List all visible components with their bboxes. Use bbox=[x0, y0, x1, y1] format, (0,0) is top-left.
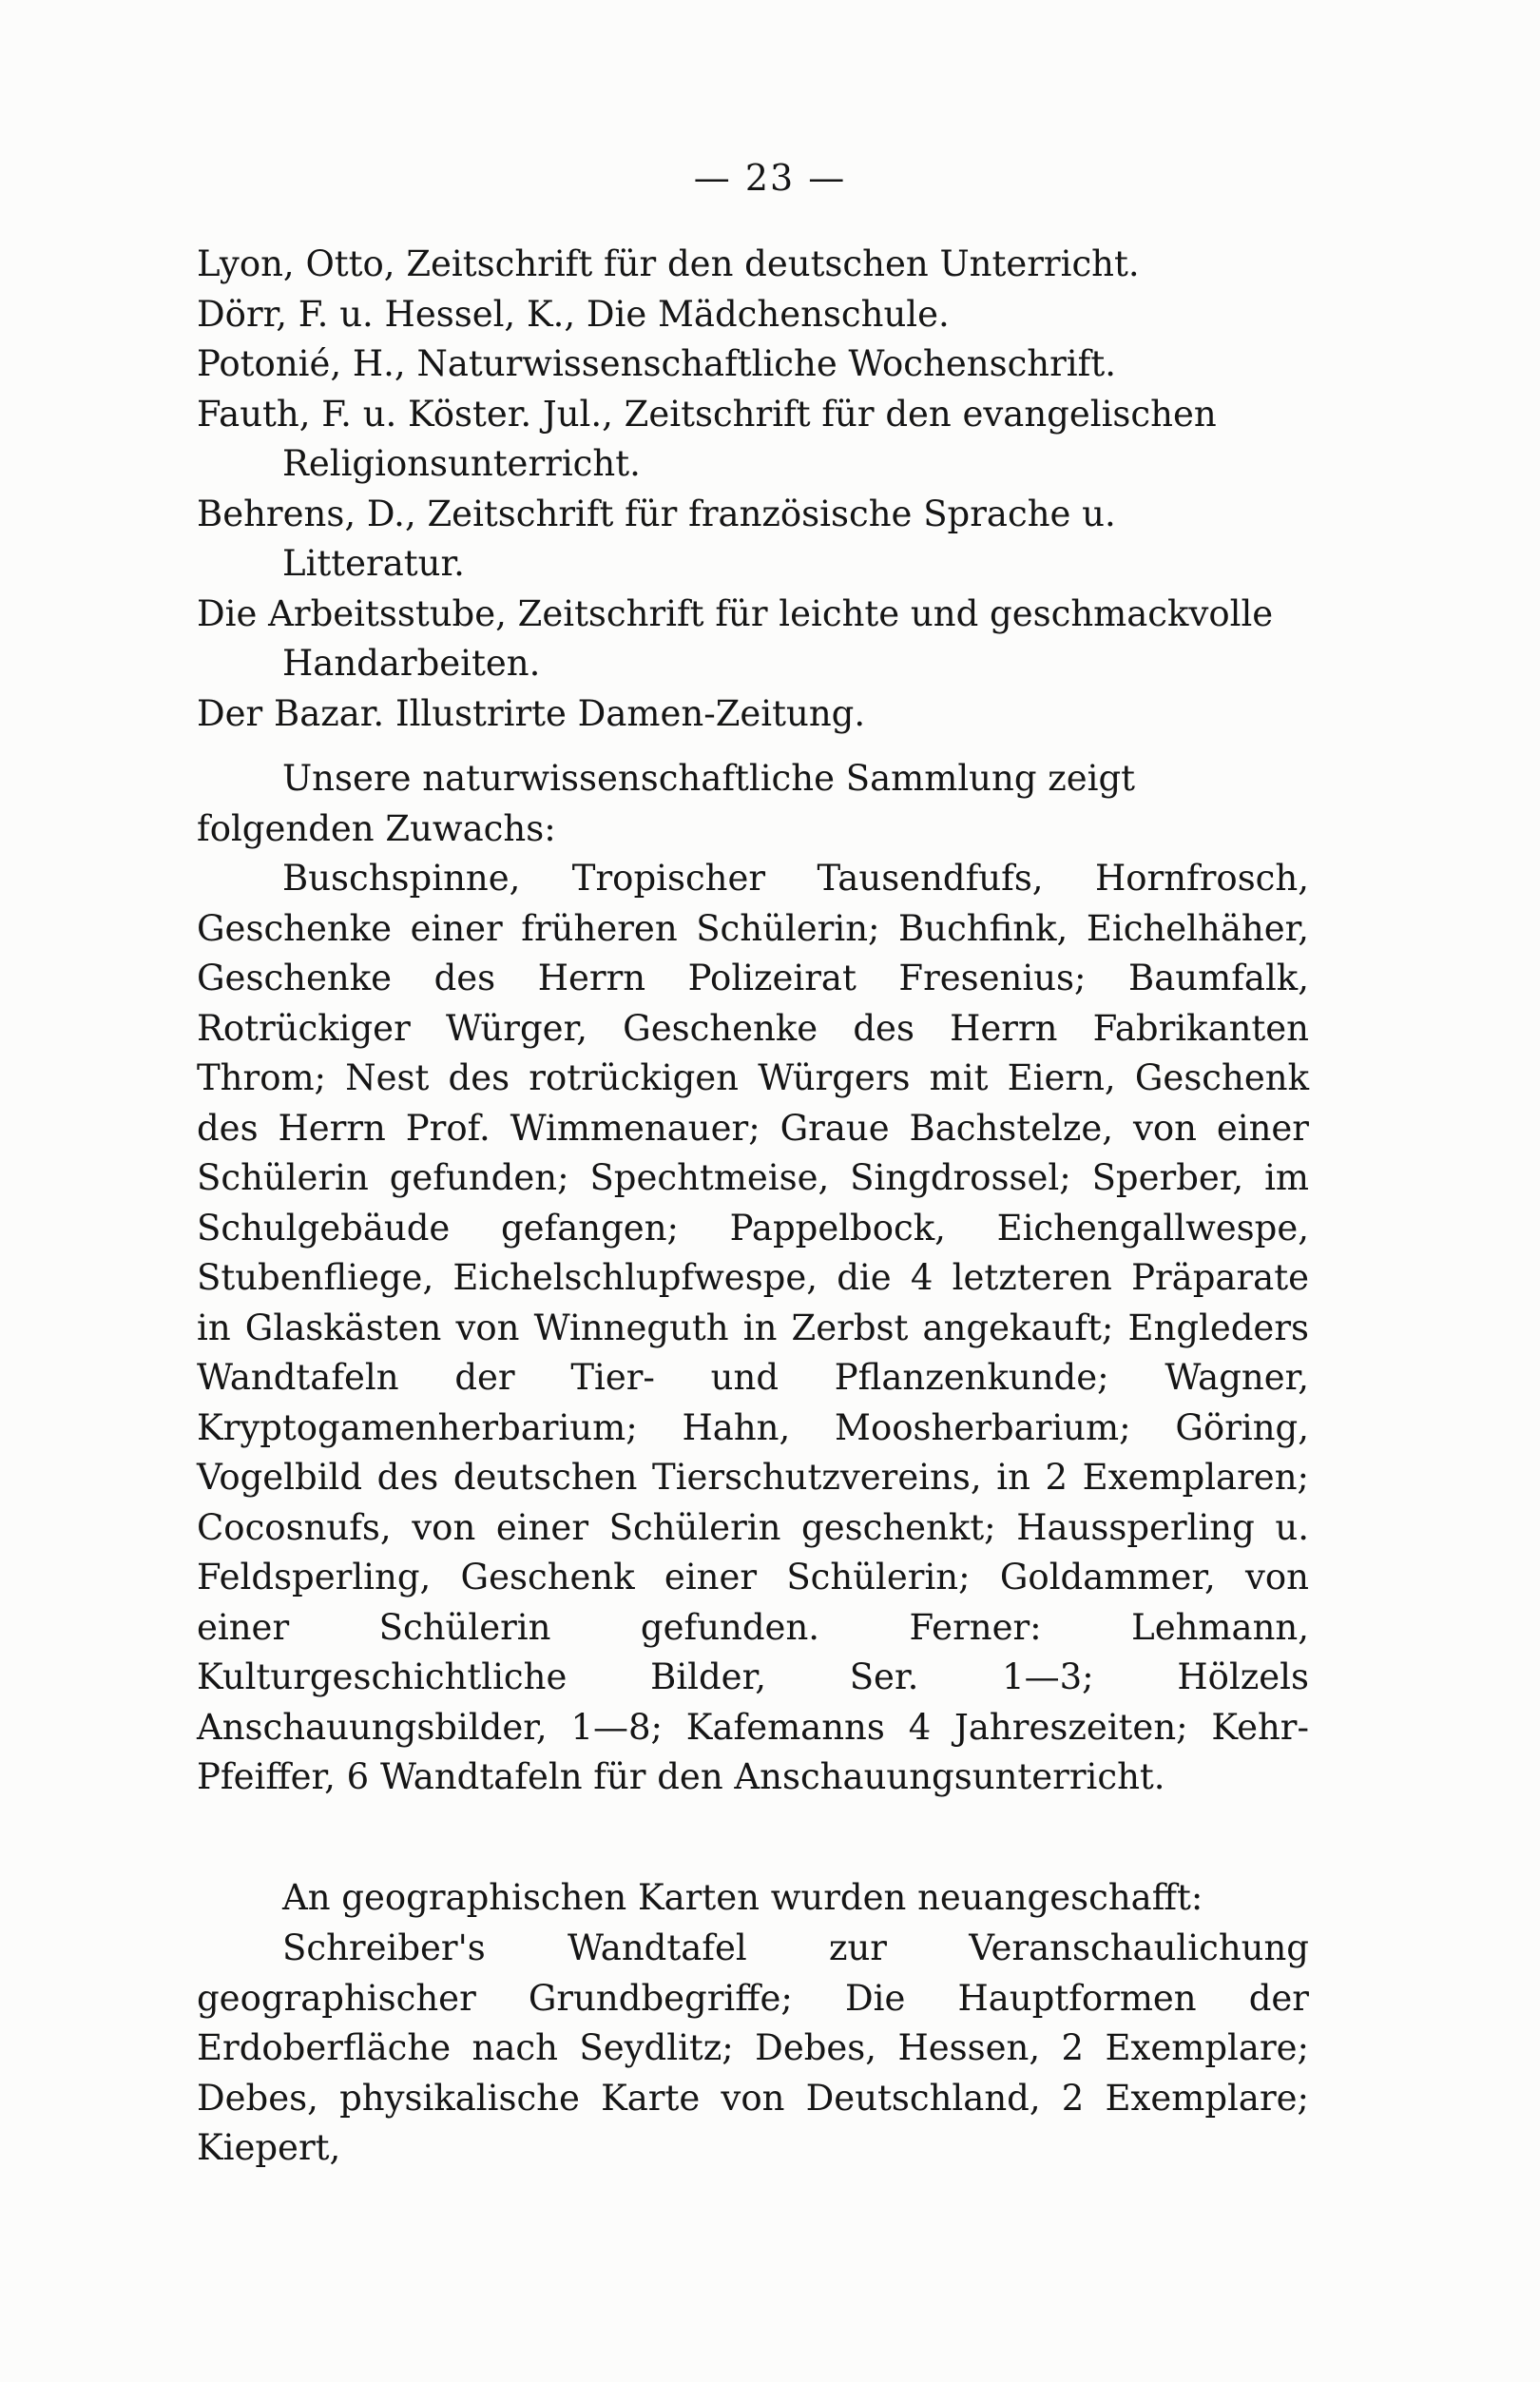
natural-history-intro: Unsere naturwissenschaftliche Sammlung zeigt folgenden Zuwachs: bbox=[197, 758, 1136, 849]
geography-body: Schreiber's Wandtafel zur Veranschaulichung geographischer Grundbegriffe; Die Hauptformen der Erdoberfläche nach Seydlitz; Debes, Hessen, 2 Exemplare; Debes, physikalische Karte von Deutschland, 2 Exemplare; Kiepert, bbox=[197, 1927, 1309, 2168]
geography-intro: An geographischen Karten wurden neuangeschafft: bbox=[282, 1877, 1203, 1918]
periodical-entry: Der Bazar. Illustrirte Damen-Zeitung. bbox=[197, 692, 866, 734]
periodical-entry: Dörr, F. u. Hessel, K., Die Mädchenschule. bbox=[197, 293, 950, 335]
periodical-entry: Fauth, F. u. Köster. Jul., Zeitschrift für den evangelischen Religionsunterricht. bbox=[197, 393, 1217, 484]
natural-history-body: Buschspinne, Tropischer Tausendfufs, Hornfrosch, Geschenke einer früheren Schülerin; Buchfink, Eichelhäher, Geschenke des Herrn Polizeirat Fresenius; Baumfalk, Rotrückiger Würger, Geschenke des Herrn Fabrikanten Throm; Nest des rotrückigen Würgers mit Eiern, Geschenk des Herrn Prof. Wimmenauer; Graue Bachstelze, von einer Schülerin gefunden; Spechtmeise, Singdrossel; Sperber, im Schulgebäude gefangen; Pappelbock, Eichengallwespe, Stubenfliege, Eichelschlupfwespe, die 4 letzteren Präparate in Glaskästen von Winneguth in Zerbst angekauft; Engleders Wandtafeln der Tier- und Pflanzenkunde; Wagner, Kryptogamenherbarium; Hahn, Moosherbarium; Göring, Vogelbild des deutschen Tierschutzvereins, in 2 Exemplaren; Cocosnufs, von einer Schülerin geschenkt; Haussperling u. Feldsperling, Geschenk einer Schülerin; Goldammer, von einer Schülerin gefunden. Ferner: Lehmann, Kulturgeschichtliche Bilder, Ser. 1—3; Hölzels Anschauungsbilder, 1—8; Kafemanns 4 Jahreszeiten; Kehr-Pfeiffer, 6 Wandtafeln für den Anschauungsunterricht. bbox=[197, 858, 1309, 1797]
page-number: — 23 — bbox=[693, 157, 847, 199]
periodical-entry: Potonié, H., Naturwissenschaftliche Wochenschrift. bbox=[197, 343, 1116, 384]
periodicals-list bbox=[197, 240, 1309, 739]
periodical-entry: Behrens, D., Zeitschrift für französische Sprache u. Litteratur. bbox=[197, 493, 1116, 584]
periodical-entry: Lyon, Otto, Zeitschrift für den deutschen Unterricht. bbox=[197, 243, 1140, 284]
periodical-entry: Die Arbeitsstube, Zeitschrift für leichte und geschmackvolle Handarbeiten. bbox=[197, 592, 1274, 684]
